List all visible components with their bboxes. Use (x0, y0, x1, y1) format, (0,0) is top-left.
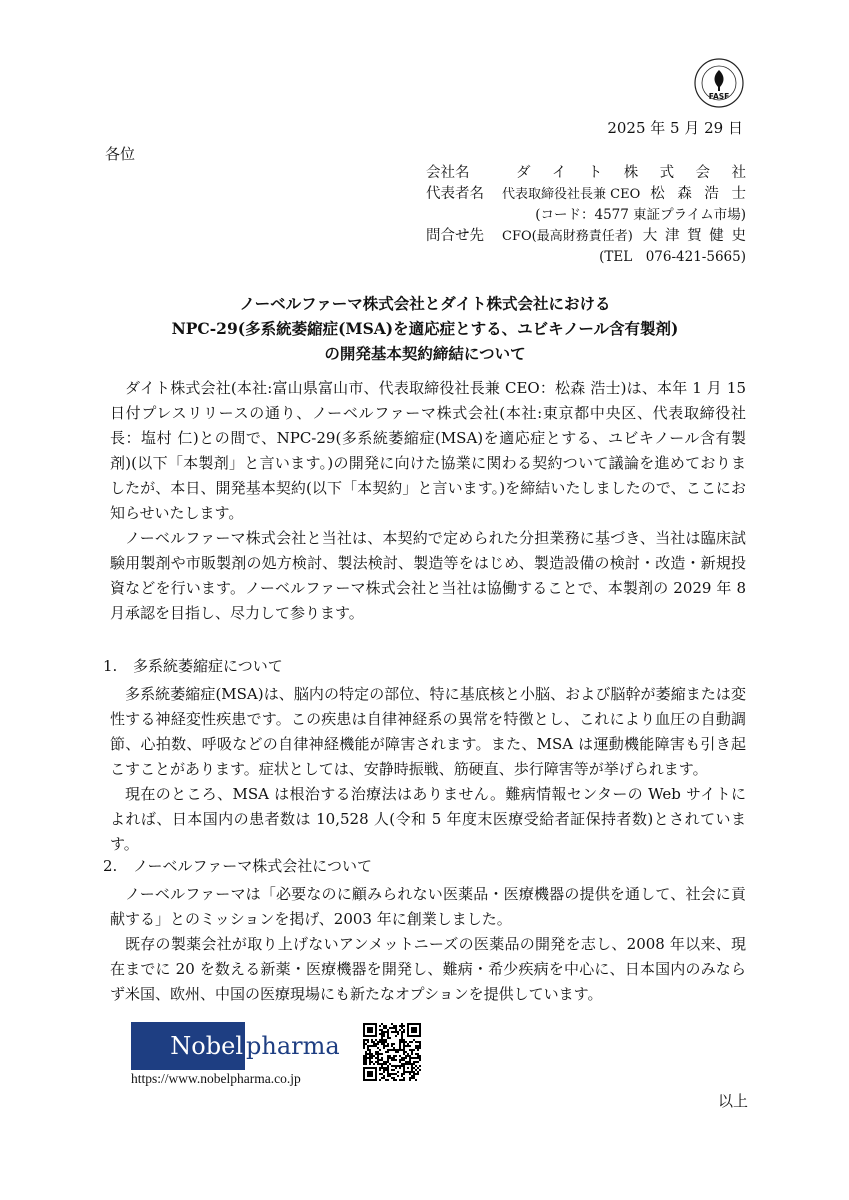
section-number: 1. (103, 657, 118, 675)
rep-name-char: 浩 (704, 186, 719, 202)
intro-body (110, 376, 746, 626)
company-row (426, 163, 746, 184)
section-paragraph: 現在のところ、MSA は根治する治療法はありません。難病情報センターの Web サイトによれば、日本国内の患者数は 10,528 人(令和 5 年度末医療受給者証保持者数)とされています。 (110, 785, 746, 853)
rep-name-char: 松 (650, 186, 665, 202)
logo-part-pharma: pharma (246, 1032, 340, 1060)
title-line: の開発基本契約締結について (324, 344, 526, 363)
release-title (90, 291, 760, 366)
stock-code-line: (コード：4577 東証プライム市場) (535, 207, 746, 223)
intro-paragraph: ダイト株式会社(本社:富山県富山市、代表取締役社長兼 CEO：松森 浩士)は、本年 1 月 15 日付プレスリリースの通り、ノーベルファーマ株式会社(本社:東京都中央区、代表取締役社長：塩村 仁)との間で、NPC-29(多系統萎縮症(MSA)を適応症とする、ユビキノール含有製剤)(以下「本製剤」と言います。)の開発に向けた協業に関わる契約ついて議論を進めておりましたが、本日、開発基本契約(以下「本契約」と言います。)を締結いたしましたので、ここにお知らせいたします。 (110, 379, 746, 522)
rep-name-char: 士 (731, 186, 746, 202)
company-label: 会社名 (426, 165, 470, 181)
contact-name-char: 大 (642, 228, 658, 244)
nobelpharma-logo (131, 1022, 340, 1070)
closing-mark: 以上 (718, 1092, 749, 1110)
section-2-heading (103, 855, 372, 876)
section-number: 2. (103, 857, 118, 875)
company-name-char: 株 (623, 165, 639, 181)
section-2-body (110, 882, 746, 1007)
company-name-char: イ (551, 165, 567, 181)
section-title: ノーベルファーマ株式会社について (133, 857, 372, 875)
section-paragraph: ノーベルファーマは「必要なのに顧みられない医薬品・医療機器の提供を通して、社会に貢献する」とのミッションを掲げ、2003 年に創業しました。 (110, 885, 746, 928)
contact-row (426, 226, 746, 247)
company-name-char: 会 (695, 165, 711, 181)
release-date: 2025 年 5 月 29 日 (607, 119, 743, 137)
contact-name-char: 津 (664, 228, 680, 244)
section-paragraph: 既存の製薬会社が取り上げないアンメットニーズの医薬品の開発を志し、2008 年以来、現在までに 20 を数える新薬・医療機器を開発し、難病・希少疾病を中心に、日本国内のみならず米国、欧州、中国の医療現場にも新たなオプションを提供しています。 (110, 935, 746, 1003)
contact-name-char: 健 (709, 228, 724, 244)
section-1-heading (103, 655, 283, 676)
intro-paragraph: ノーベルファーマ株式会社と当社は、本契約で定められた分担業務に基づき、当社は臨床試験用製剤や市販製剤の処方検討、製法検討、製造等をはじめ、製造設備の検討・改造・新規投資などを行います。ノーベルファーマ株式会社と当社は協働することで、本製剤の 2029 年 8 月承認を目指し、尽力して参ります。 (110, 529, 746, 622)
company-name-char: 式 (659, 165, 675, 181)
representative-row (426, 184, 746, 205)
contact-name-char: 賀 (687, 228, 702, 244)
company-url[interactable]: https://www.nobelpharma.co.jp (131, 1071, 301, 1086)
contact-name (643, 226, 746, 247)
section-paragraph: 多系統萎縮症(MSA)は、脳内の特定の部位、特に基底核と小脳、および脳幹が萎縮または変性する神経変性疾患です。この疾患は自律神経系の異常を特徴とし、これにより血圧の自動調節、心拍数、呼吸などの自律神経機能が障害されます。また、MSA は運動機能障害も引き起こすことがあります。症状としては、安静時振戦、筋硬直、歩行障害等が挙げられます。 (110, 685, 746, 778)
company-info-block (426, 163, 746, 268)
company-name (502, 163, 746, 184)
company-name-char: 社 (731, 165, 746, 181)
representative-label: 代表者名 (426, 186, 484, 202)
logo-part-nobel: Nobel (131, 1022, 245, 1070)
contact-name-char: 史 (731, 228, 746, 244)
representative-name (650, 184, 746, 205)
fasf-seal-logo (694, 58, 744, 108)
company-name-char: ト (587, 165, 603, 181)
contact-title: CFO(最高財務責任者) (502, 229, 633, 244)
title-line: NPC-29(多系統萎縮症(MSA)を適応症とする、ユビキノール含有製剤) (171, 319, 679, 338)
representative-title: 代表取締役社長兼 CEO (502, 187, 641, 202)
seal-label: FASF (708, 92, 730, 101)
rep-name-char: 森 (677, 186, 692, 202)
contact-label: 問合せ先 (426, 228, 484, 244)
company-name-char: ダ (516, 165, 531, 181)
section-1-body (110, 682, 746, 857)
title-line: ノーベルファーマ株式会社とダイト株式会社における (239, 294, 611, 313)
qr-code-icon[interactable] (363, 1023, 421, 1081)
section-title: 多系統萎縮症について (133, 657, 283, 675)
tel-line: (TEL 076-421-5665) (599, 249, 746, 265)
addressee: 各位 (105, 145, 136, 163)
